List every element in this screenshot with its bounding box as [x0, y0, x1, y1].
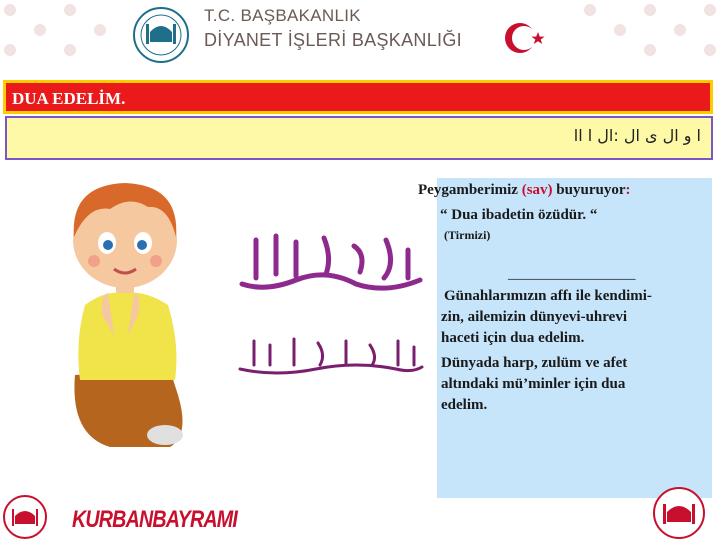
hadith-intro-b: buyuruyor: [552, 182, 626, 198]
arabic-verse-text: ا و ال ى ال :ال ا اا: [573, 126, 701, 145]
kurban-bayrami-label: KURBANBAYRAMI: [72, 506, 237, 533]
org-line2: DİYANET İŞLERİ BAŞKANLIĞI: [204, 30, 462, 50]
content-divider: _________________: [508, 266, 636, 282]
istighfar-calligraphy: [236, 335, 426, 379]
org-line1: T.C. BAŞBAKANLIK: [204, 6, 361, 25]
paragraph2-line2: altındaki mü’minler için dua: [441, 376, 626, 392]
arabic-verse-bar: [5, 116, 713, 160]
hadith-quote: “ Dua ibadetin özüdür. “: [440, 207, 598, 223]
paragraph2-line1: Dünyada harp, zulüm ve afet: [441, 355, 628, 371]
praying-boy-illustration: [50, 165, 200, 460]
diyanet-emblem-icon: [132, 6, 190, 64]
paragraph1-line3: haceti için dua edelim.: [441, 330, 585, 346]
turkish-crescent-star-icon: [500, 18, 552, 58]
besmele-calligraphy: [236, 228, 426, 300]
hadith-source: (Tirmizi): [444, 228, 491, 242]
title-bar: [3, 80, 713, 114]
hadith-colon: :: [625, 182, 631, 198]
page-header: [0, 0, 720, 72]
hadith-intro-a: Peygamberimiz: [418, 182, 522, 198]
hadith-intro-sav: (sav): [521, 182, 553, 198]
diyanet-emblem-icon: [652, 486, 706, 540]
diyanet-emblem-icon: [2, 494, 48, 540]
paragraph1-line2: zin, ailemizin dünyevi-uhrevi: [441, 309, 627, 325]
paragraph2-line3: edelim.: [441, 397, 488, 413]
paragraph1-line1: Günahlarımızın affı ile kendimi-: [444, 288, 652, 304]
slide-title: DUA EDELİM.: [12, 89, 126, 108]
hadith-intro: [418, 179, 630, 201]
